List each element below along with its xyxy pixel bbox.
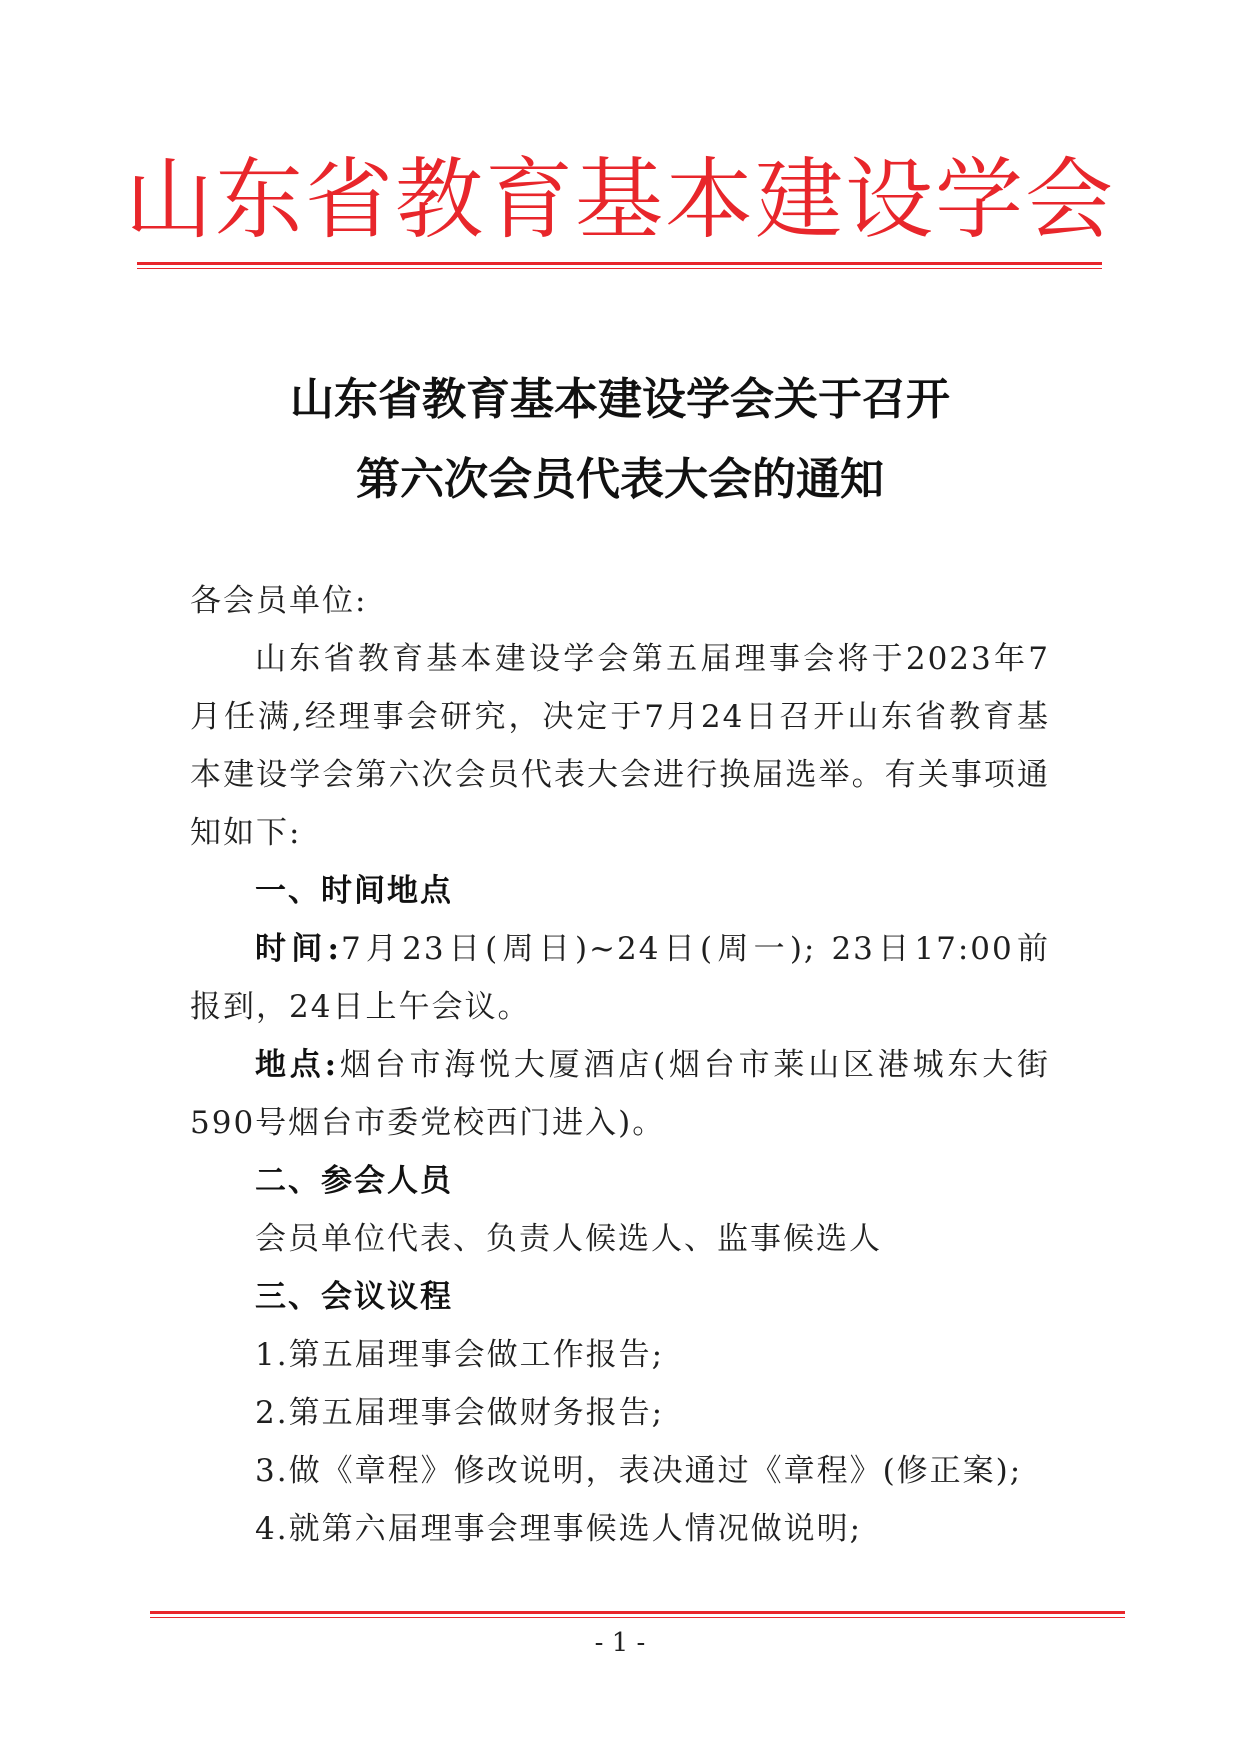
agenda-item-4: 4.就第六届理事会理事候选人情况做说明; [255,1511,863,1547]
intro-line-4: 知如下: [190,815,302,851]
intro-line-3: 本建设学会第六次会员代表大会进行换届选举。有关事项通 [190,757,1050,793]
footer-red-rule-thin [150,1617,1125,1618]
salutation: 各会员单位: [190,583,368,619]
agenda-item-1: 1.第五届理事会做工作报告; [255,1337,665,1373]
document-title-line-1: 山东省教育基本建设学会关于召开 [290,374,950,425]
section-2-text: 会员单位代表、负责人候选人、监事候选人 [255,1221,882,1257]
header-red-rule-thin [137,268,1102,269]
intro-line-1: 山东省教育基本建设学会第五届理事会将于2023年7 [255,641,1050,677]
time-label: 时间: [255,931,341,967]
place-label: 地点: [255,1047,339,1083]
time-value: 7月23日(周日)~24日(周一); 23日17:00前 [340,931,1050,967]
place-line-1 [255,1046,1050,1084]
organization-header: 山东省教育基本建设学会 [124,148,1115,251]
section-3-heading: 三、会议议程 [255,1279,453,1315]
time-line-1 [255,930,1050,968]
place-value: 烟台市海悦大厦酒店(烟台市莱山区港城东大街 [338,1047,1051,1083]
time-line-2: 报到，24日上午会议。 [190,989,531,1025]
page-number: - 1 - [594,1628,646,1658]
footer-red-rule-thick [150,1611,1125,1614]
agenda-item-2: 2.第五届理事会做财务报告; [255,1395,665,1431]
section-1-heading: 一、时间地点 [255,873,453,909]
section-2-heading: 二、参会人员 [255,1163,453,1199]
document-title-line-2: 第六次会员代表大会的通知 [356,454,884,505]
agenda-item-3: 3.做《章程》修改说明，表决通过《章程》(修正案); [255,1453,1023,1489]
header-red-rule-thick [137,262,1102,265]
intro-line-2: 月任满,经理事会研究，决定于7月24日召开山东省教育基 [190,699,1050,735]
place-line-2: 590号烟台市委党校西门进入)。 [190,1105,666,1141]
